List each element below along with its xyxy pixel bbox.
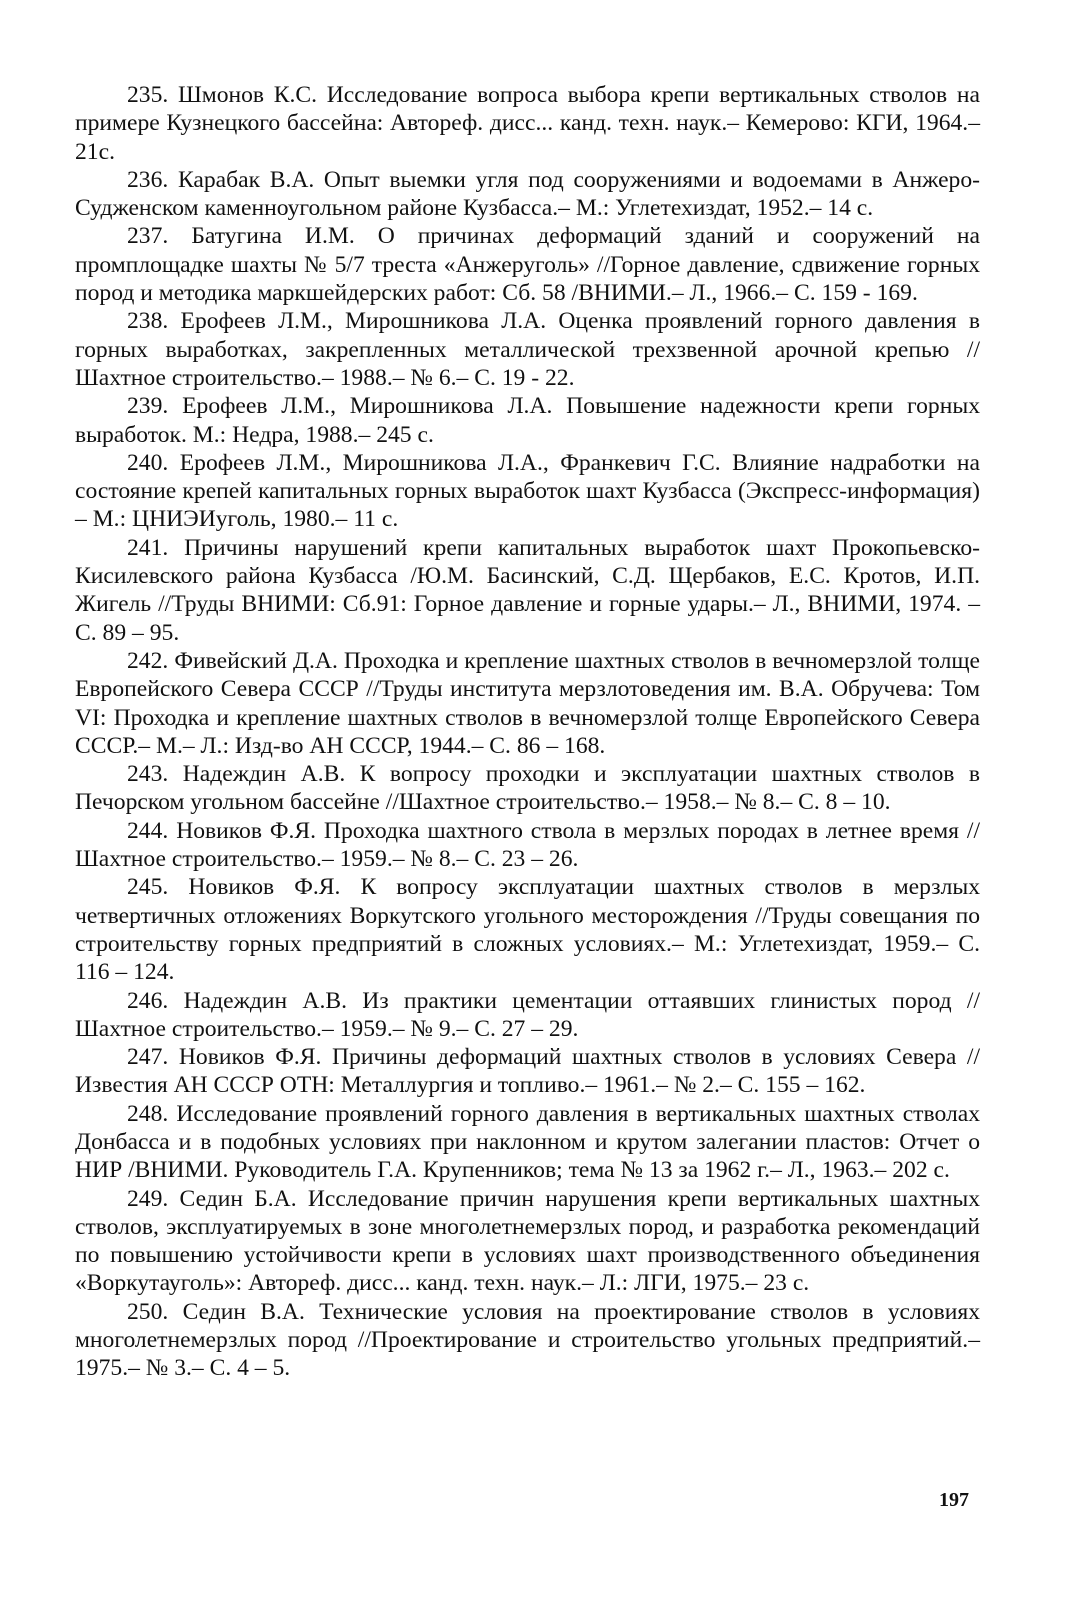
reference-text: Ерофеев Л.М., Мирошникова Л.А. Повышение надежности крепи горных выработок. М.: Недра, 1988.– 245 с.: [75, 393, 981, 448]
reference-236: [75, 166, 980, 223]
reference-text: Причины нарушений крепи капитальных выработок шахт Прокопьевско-Кисилевского района Кузбасса /Ю.М. Басинский, С.Д. Щербаков, Е.С. Кротов, И.П. Жигель //Труды ВНИМИ: Сб.91: Горное давление и горные удары.– Л., ВНИМИ, 1974. – С. 89 – 95.: [75, 534, 980, 646]
reference-number: 241.: [127, 534, 169, 561]
reference-text: Шмонов К.С. Исследование вопроса выбора крепи вертикальных стволов на примере Кузнецкого бассейна: Автореф. дисс... канд. техн. наук.– Кемерово: КГИ, 1964.– 21с.: [75, 82, 980, 165]
reference-235: [75, 81, 980, 166]
reference-248: [75, 1100, 980, 1185]
reference-text: Надеждин А.В. К вопросу проходки и эксплуатации шахтных стволов в Печорском угольном бассейне //Шахтное строительство.– 1958.– № 8.– С. 8 – 10.: [75, 761, 980, 816]
reference-number: 250.: [127, 1298, 169, 1325]
reference-247: [75, 1043, 980, 1100]
reference-number: 246.: [127, 987, 169, 1014]
reference-number: 243.: [127, 761, 169, 788]
reference-text: Батугина И.М. О причинах деформаций зданий и сооружений на промплощадке шахты № 5/7 треста «Анжеруголь» //Горное давление, сдвижение горных пород и методика маркшейдерских работ: Сб. 58 /ВНИМИ.– Л., 1966.– С. 159 - 169.: [75, 223, 980, 307]
reference-number: 245.: [127, 874, 169, 901]
reference-text: Фивейский Д.А. Проходка и крепление шахтных стволов в вечномерзлой толще Европейского Севера СССР //Труды института мерзлотоведения им. В.А. Обручева: Том VI: Проходка и крепление шахтных стволов в вечномерзлой толще Европейского Севера СССР.– М.– Л.: Изд-во АН СССР, 1944.– С. 86 – 168.: [75, 647, 980, 759]
reference-list: [75, 81, 980, 1383]
page-number: 197: [939, 1489, 969, 1511]
reference-number: 244.: [127, 817, 169, 844]
reference-text: Карабак В.А. Опыт выемки угля под сооружениями и водоемами в Анжеро-Судженском каменноугольном районе Кузбасса.– М.: Углетехиздат, 1952.– 14 с.: [75, 166, 980, 222]
reference-text: Ерофеев Л.М., Мирошникова Л.А. Оценка проявлений горного давления в горных выработках, закрепленных металлической трехзвенной арочной крепью //Шахтное строительство.– 1988.– № 6.– С. 19 - 22.: [75, 308, 980, 391]
reference-number: 249.: [127, 1185, 169, 1212]
reference-250: [75, 1298, 980, 1383]
reference-number: 237.: [127, 223, 169, 250]
reference-number: 239.: [127, 393, 169, 420]
reference-text: Исследование проявлений горного давления в вертикальных шахтных стволах Донбасса и в подобных условиях при наклонном и крутом залегании пластов: Отчет о НИР /ВНИМИ. Руководитель Г.А. Крупенников; тема № 13 за 1962 г.– Л., 1963.– 202 с.: [75, 1100, 980, 1184]
reference-number: 235.: [127, 82, 169, 108]
reference-text: Ерофеев Л.М., Мирошникова Л.А., Франкевич Г.С. Влияние надработки на состояние крепей капитальных горных выработок шахт Кузбасса (Экспресс-информация) – М.: ЦНИЭИуголь, 1980.– 11 с.: [75, 449, 981, 533]
reference-text: Новиков Ф.Я. К вопросу эксплуатации шахтных стволов в мерзлых четвертичных отложениях Воркутского угольного месторождения //Труды совещания по строительству горных предприятий в сложных условиях.– М.: Углетехиздат, 1959.– С. 116 – 124.: [75, 874, 980, 986]
reference-number: 240.: [127, 449, 169, 476]
reference-241: [75, 534, 980, 647]
reference-text: Седин В.А. Технические условия на проектирование стволов в условиях многолетнемерзлых пород //Проектирование и строительство угольных предприятий.– 1975.– № 3.– С. 4 – 5.: [75, 1298, 981, 1382]
reference-number: 238.: [127, 308, 169, 335]
reference-244: [75, 817, 980, 874]
reference-237: [75, 222, 980, 307]
reference-249: [75, 1185, 980, 1298]
reference-text: Надеждин А.В. Из практики цементации оттаявших глинистых пород //Шахтное строительство.– 1959.– № 9.– С. 27 – 29.: [75, 987, 980, 1042]
reference-number: 247.: [127, 1044, 169, 1071]
reference-246: [75, 987, 980, 1044]
reference-number: 236.: [127, 166, 169, 193]
reference-240: [75, 449, 980, 534]
reference-number: 242.: [127, 647, 169, 674]
reference-239: [75, 392, 980, 449]
reference-number: 248.: [127, 1100, 169, 1127]
reference-238: [75, 307, 980, 392]
reference-243: [75, 760, 980, 817]
reference-text: Седин Б.А. Исследование причин нарушения крепи вертикальных шахтных стволов, эксплуатируемых в зоне многолетнемерзлых пород, и разработка рекомендаций по повышению устойчивости крепи в условиях шахт производственного объединения «Воркутауголь»: Автореф. дисс... канд. техн. наук.– Л.: ЛГИ, 1975.– 23 с.: [75, 1185, 980, 1297]
reference-245: [75, 873, 980, 986]
reference-242: [75, 647, 980, 760]
reference-text: Новиков Ф.Я. Проходка шахтного ствола в мерзлых породах в летнее время //Шахтное строительство.– 1959.– № 8.– С. 23 – 26.: [75, 817, 981, 873]
reference-text: Новиков Ф.Я. Причины деформаций шахтных стволов в условиях Севера //Известия АН СССР ОТН: Металлургия и топливо.– 1961.– № 2.– С. 155 – 162.: [75, 1044, 980, 1099]
